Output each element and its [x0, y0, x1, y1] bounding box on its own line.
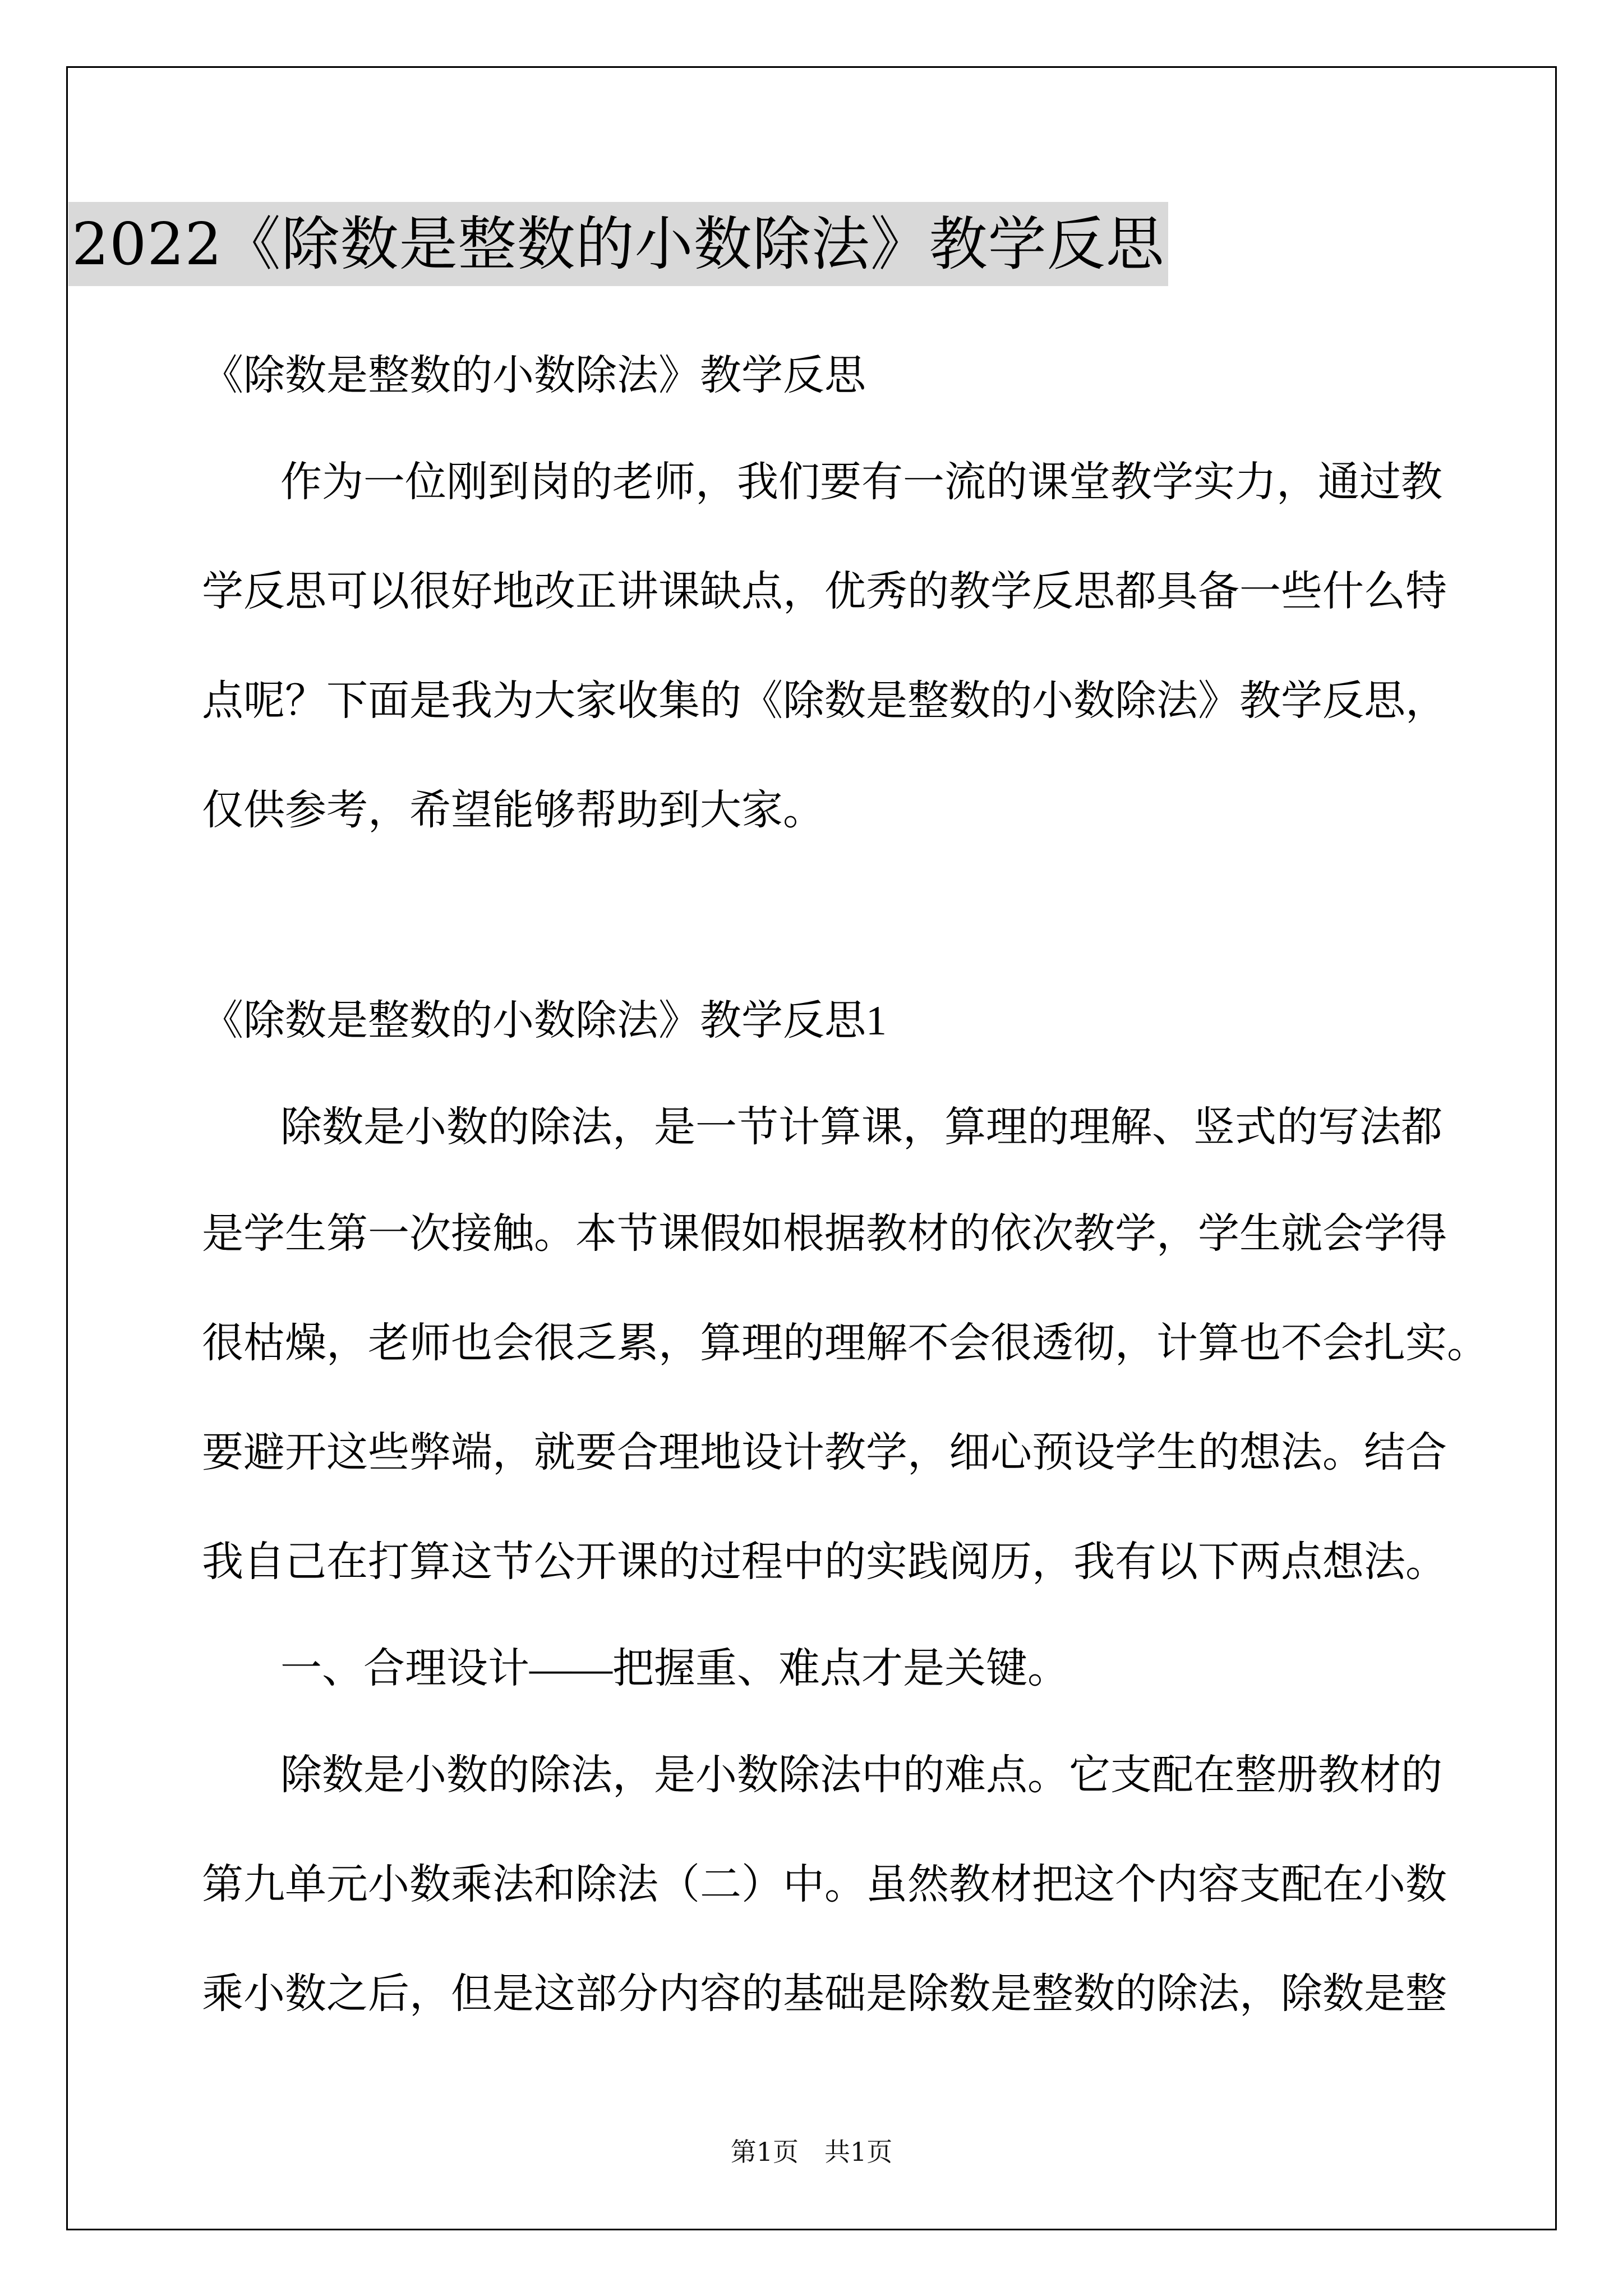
- body-line: 我自己在打算这节公开课的过程中的实践阅历，我有以下两点想法。: [202, 1539, 1447, 1585]
- page-footer: 第1页 共1页: [730, 2137, 893, 2167]
- body-line: 要避开这些弊端，就要合理地设计教学，细心预设学生的想法。结合: [202, 1430, 1447, 1476]
- body-line: 是学生第一次接触。本节课假如根据教材的依次教学，学生就会学得: [202, 1211, 1447, 1257]
- body-line: 除数是小数的除法，是一节计算课，算理的理解、竖式的写法都: [280, 1105, 1442, 1151]
- section-heading: 《除数是整数的小数除法》教学反思1: [202, 998, 887, 1044]
- document-subtitle: 《除数是整数的小数除法》教学反思: [202, 353, 866, 399]
- body-line: 很枯燥，老师也会很乏累，算理的理解不会很透彻，计算也不会扎实。: [202, 1320, 1488, 1366]
- intro-line: 仅供参考，希望能够帮助到大家。: [202, 788, 824, 834]
- document-title: 2022《除数是整数的小数除法》教学反思: [68, 202, 1168, 286]
- intro-line: 点呢？下面是我为大家收集的《除数是整数的小数除法》教学反思，: [202, 678, 1447, 724]
- body-line: 乘小数之后，但是这部分内容的基础是除数是整数的除法，除数是整: [202, 1971, 1447, 2017]
- section-point-heading: 一、合理设计——把握重、难点才是关键。: [280, 1646, 1069, 1692]
- intro-line: 学反思可以很好地改正讲课缺点，优秀的教学反思都具备一些什么特: [202, 569, 1447, 615]
- intro-line: 作为一位刚到岗的老师，我们要有一流的课堂教学实力，通过教: [280, 459, 1442, 505]
- body-line: 第九单元小数乘法和除法（二）中。虽然教材把这个内容支配在小数: [202, 1862, 1447, 1908]
- body-line: 除数是小数的除法，是小数除法中的难点。它支配在整册教材的: [280, 1752, 1442, 1798]
